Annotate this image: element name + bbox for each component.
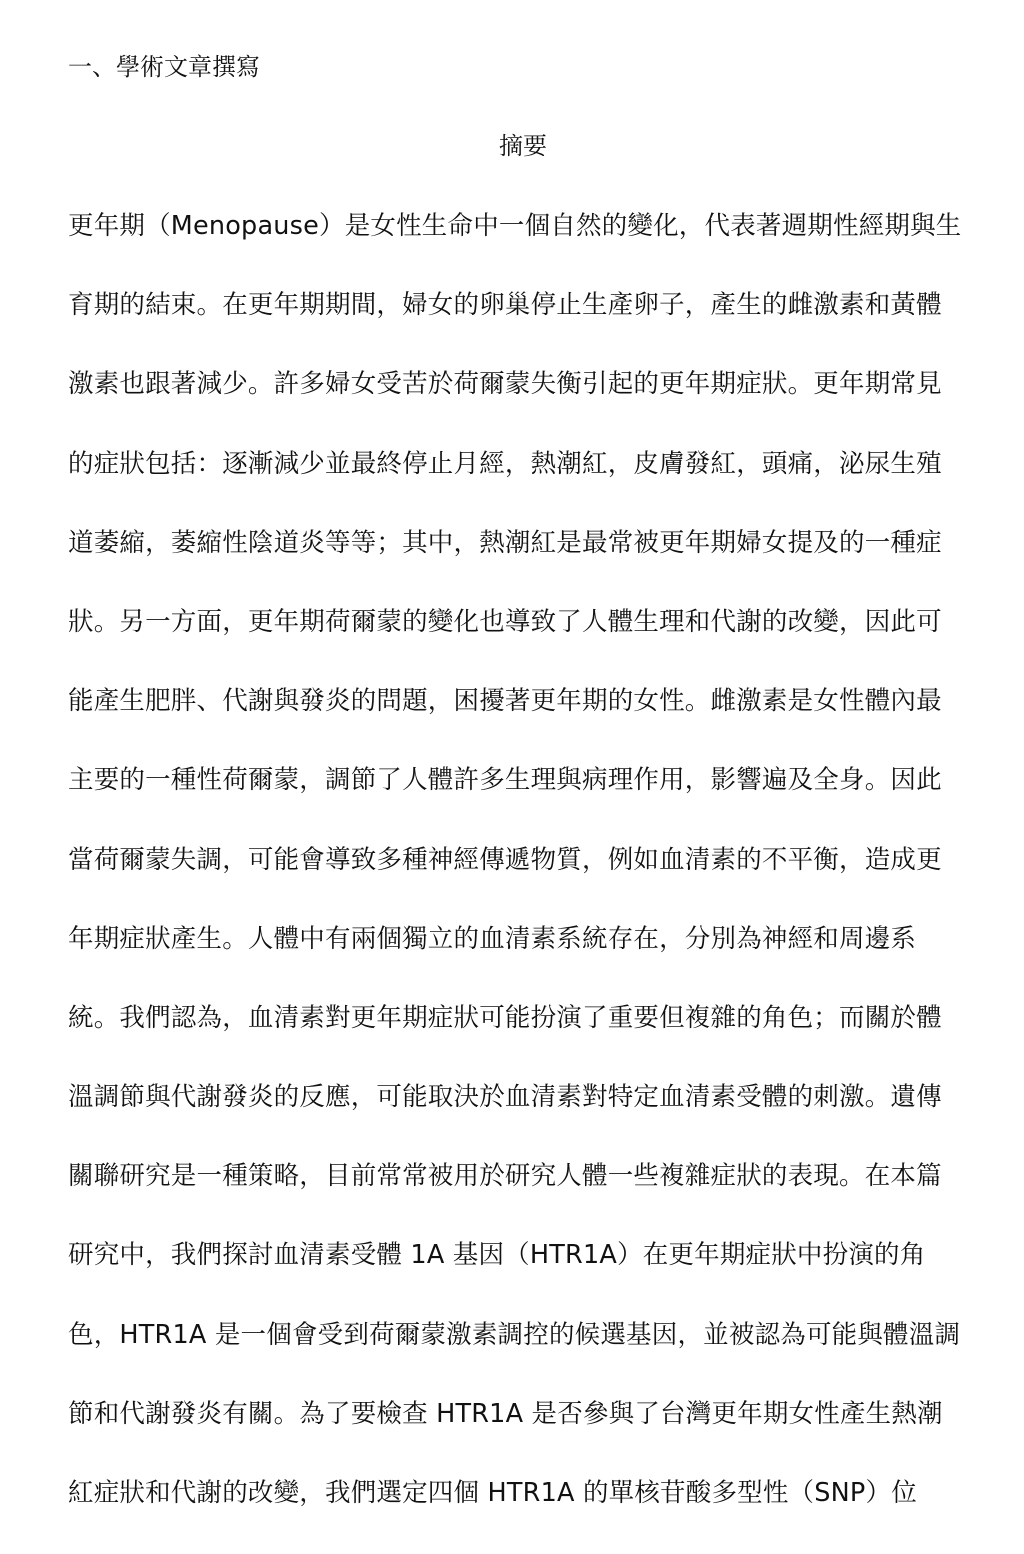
abstract-line: 紅症狀和代謝的改變，我們選定四個 HTR1A 的單核苷酸多型性（SNP）位	[68, 1478, 917, 1508]
abstract-line: 溫調節與代謝發炎的反應，可能取決於血清素對特定血清素受體的刺激。遺傳	[68, 1082, 942, 1113]
section-heading: 一、學術文章撰寫	[68, 53, 260, 81]
abstract-line: 節和代謝發炎有關。為了要檢查 HTR1A 是否參與了台灣更年期女性產生熱潮	[68, 1398, 943, 1429]
abstract-line: 年期症狀產生。人體中有兩個獨立的血清素系統存在，分別為神經和周邊系	[68, 923, 917, 954]
abstract-line: 狀。另一方面，更年期荷爾蒙的變化也導致了人體生理和代謝的改變，因此可	[68, 606, 942, 637]
abstract-line: 育期的結束。在更年期期間，婦女的卵巢停止生產卵子，產生的雌激素和黃體	[68, 290, 942, 321]
abstract-line: 關聯研究是一種策略，目前常常被用於研究人體一些複雜症狀的表現。在本篇	[68, 1161, 942, 1192]
abstract-line: 研究中，我們探討血清素受體 1A 基因（HTR1A）在更年期症狀中扮演的角	[68, 1240, 926, 1271]
abstract-line: 道萎縮，萎縮性陰道炎等等；其中，熱潮紅是最常被更年期婦女提及的一種症	[68, 527, 942, 558]
abstract-line: 能產生肥胖、代謝與發炎的問題，困擾著更年期的女性。雌激素是女性體內最	[68, 686, 942, 717]
abstract-line: 主要的一種性荷爾蒙，調節了人體許多生理與病理作用，影響遍及全身。因此	[68, 765, 942, 796]
abstract-line: 更年期（Menopause）是女性生命中一個自然的變化，代表著週期性經期與生	[68, 211, 962, 241]
abstract-line: 的症狀包括：逐漸減少並最終停止月經，熱潮紅，皮膚發紅，頭痛，泌尿生殖	[68, 448, 942, 479]
abstract-line: 當荷爾蒙失調，可能會導致多種神經傳遞物質，例如血清素的不平衡，造成更	[68, 844, 942, 875]
abstract-line: 統。我們認為，血清素對更年期症狀可能扮演了重要但複雜的角色；而關於體	[68, 1002, 942, 1033]
abstract-line: 色，HTR1A 是一個會受到荷爾蒙激素調控的候選基因，並被認為可能與體溫調	[68, 1319, 961, 1350]
abstract-line: 激素也跟著減少。許多婦女受苦於荷爾蒙失衡引起的更年期症狀。更年期常見	[68, 369, 942, 400]
abstract-body	[68, 208, 988, 1554]
abstract-title: 摘要	[499, 132, 547, 160]
